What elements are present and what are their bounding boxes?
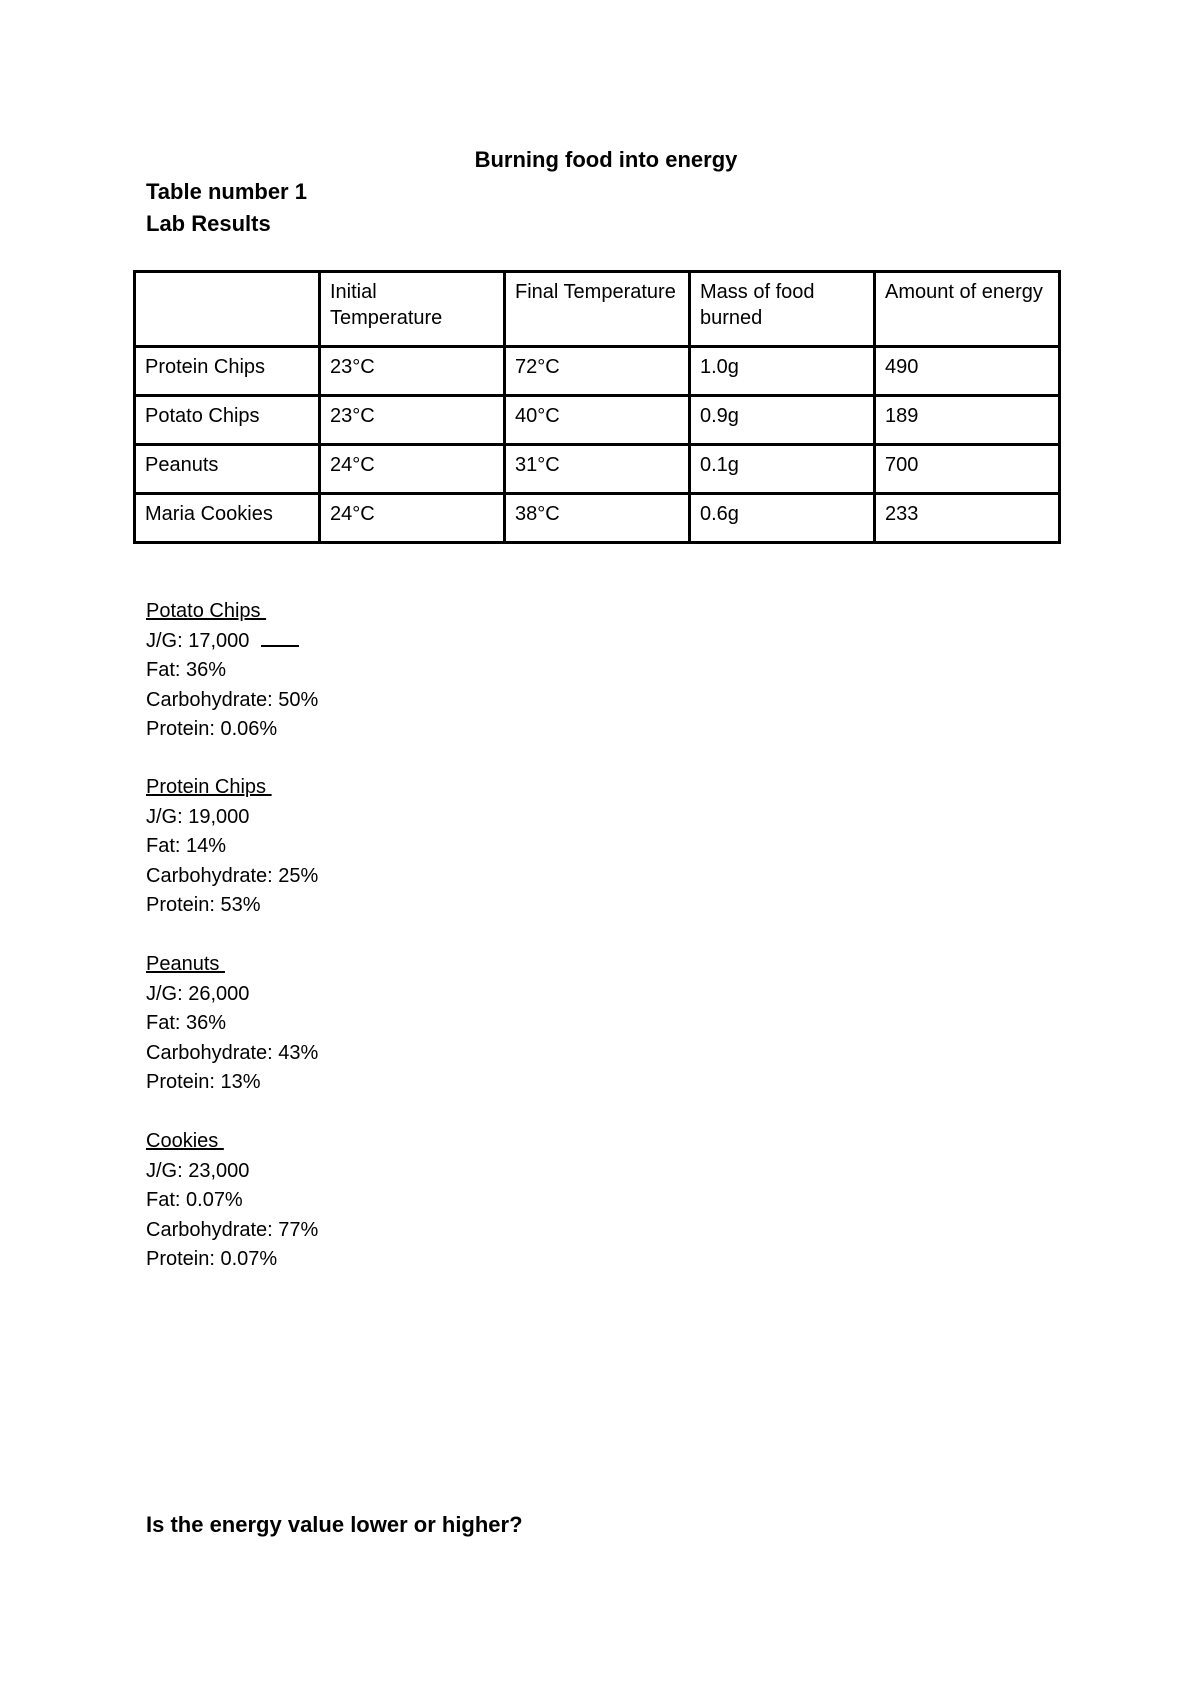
- food-protein: Protein: 13%: [146, 1071, 261, 1093]
- lab-results-table: [133, 270, 1061, 544]
- table-cell-initial-temperature: 24°C: [320, 445, 505, 494]
- header-cell-amount-of-energy: Amount of energy: [875, 272, 1060, 347]
- food-protein: Protein: 0.06%: [146, 718, 278, 740]
- food-protein: Protein: 0.07%: [146, 1248, 278, 1270]
- food-jg-line: [146, 627, 318, 657]
- table-cell-food: Potato Chips: [135, 396, 320, 445]
- food-carbohydrate: Carbohydrate: 77%: [146, 1218, 319, 1241]
- table-cell-energy: 700: [875, 445, 1060, 494]
- table-cell-final-temperature: 38°C: [505, 494, 690, 543]
- header-cell-mass-of-food: Mass of food burned: [690, 272, 875, 347]
- table-cell-final-temperature: 31°C: [505, 445, 690, 494]
- food-fat: Fat: 36%: [146, 1012, 227, 1034]
- question-text: Is the energy value lower or higher?: [146, 1512, 523, 1537]
- table-cell-food: Maria Cookies: [135, 494, 320, 543]
- table-number-heading: Table number 1: [146, 179, 307, 204]
- table-cell-mass: 0.6g: [690, 494, 875, 543]
- food-jg: J/G: 26,000: [146, 982, 250, 1005]
- food-fat: Fat: 14%: [146, 835, 227, 857]
- table-cell-energy: 189: [875, 396, 1060, 445]
- table-cell-initial-temperature: 23°C: [320, 396, 505, 445]
- table-row: [135, 445, 1060, 494]
- table-row: [135, 396, 1060, 445]
- food-block-potato-chips: [146, 597, 318, 745]
- food-name: Protein Chips: [146, 776, 272, 798]
- food-name: Potato Chips: [146, 600, 267, 622]
- food-block-cookies: [146, 1127, 318, 1275]
- lab-results-heading: Lab Results: [146, 211, 271, 236]
- document-title: Burning food into energy: [474, 147, 738, 172]
- table-cell-initial-temperature: 24°C: [320, 494, 505, 543]
- table-cell-initial-temperature: 23°C: [320, 347, 505, 396]
- food-carbohydrate: Carbohydrate: 25%: [146, 864, 319, 887]
- food-block-protein-chips: [146, 773, 318, 921]
- table-cell-final-temperature: 72°C: [505, 347, 690, 396]
- food-fat: Fat: 0.07%: [146, 1189, 243, 1211]
- table-header-row: [135, 272, 1060, 347]
- table-cell-food: Peanuts: [135, 445, 320, 494]
- food-protein: Protein: 53%: [146, 894, 261, 916]
- table-cell-energy: 490: [875, 347, 1060, 396]
- table-row: [135, 494, 1060, 543]
- food-carbohydrate: Carbohydrate: 50%: [146, 688, 319, 711]
- food-jg: J/G: 17,000: [146, 629, 250, 652]
- food-name: Cookies: [146, 1130, 224, 1152]
- table-cell-mass: 0.9g: [690, 396, 875, 445]
- food-block-peanuts: [146, 950, 318, 1098]
- fill-in-blank: [261, 631, 299, 647]
- table-row: [135, 347, 1060, 396]
- food-jg: J/G: 19,000: [146, 805, 250, 828]
- table-cell-food: Protein Chips: [135, 347, 320, 396]
- food-jg: J/G: 23,000: [146, 1159, 250, 1182]
- header-cell-initial-temperature: Initial Temperature: [320, 272, 505, 347]
- table-cell-energy: 233: [875, 494, 1060, 543]
- food-carbohydrate: Carbohydrate: 43%: [146, 1041, 319, 1064]
- table-cell-mass: 0.1g: [690, 445, 875, 494]
- food-fat: Fat: 36%: [146, 659, 227, 681]
- food-name: Peanuts: [146, 953, 225, 975]
- table-cell-mass: 1.0g: [690, 347, 875, 396]
- table-cell-final-temperature: 40°C: [505, 396, 690, 445]
- header-cell-final-temperature: Final Temperature: [505, 272, 690, 347]
- header-cell-blank: [135, 272, 320, 347]
